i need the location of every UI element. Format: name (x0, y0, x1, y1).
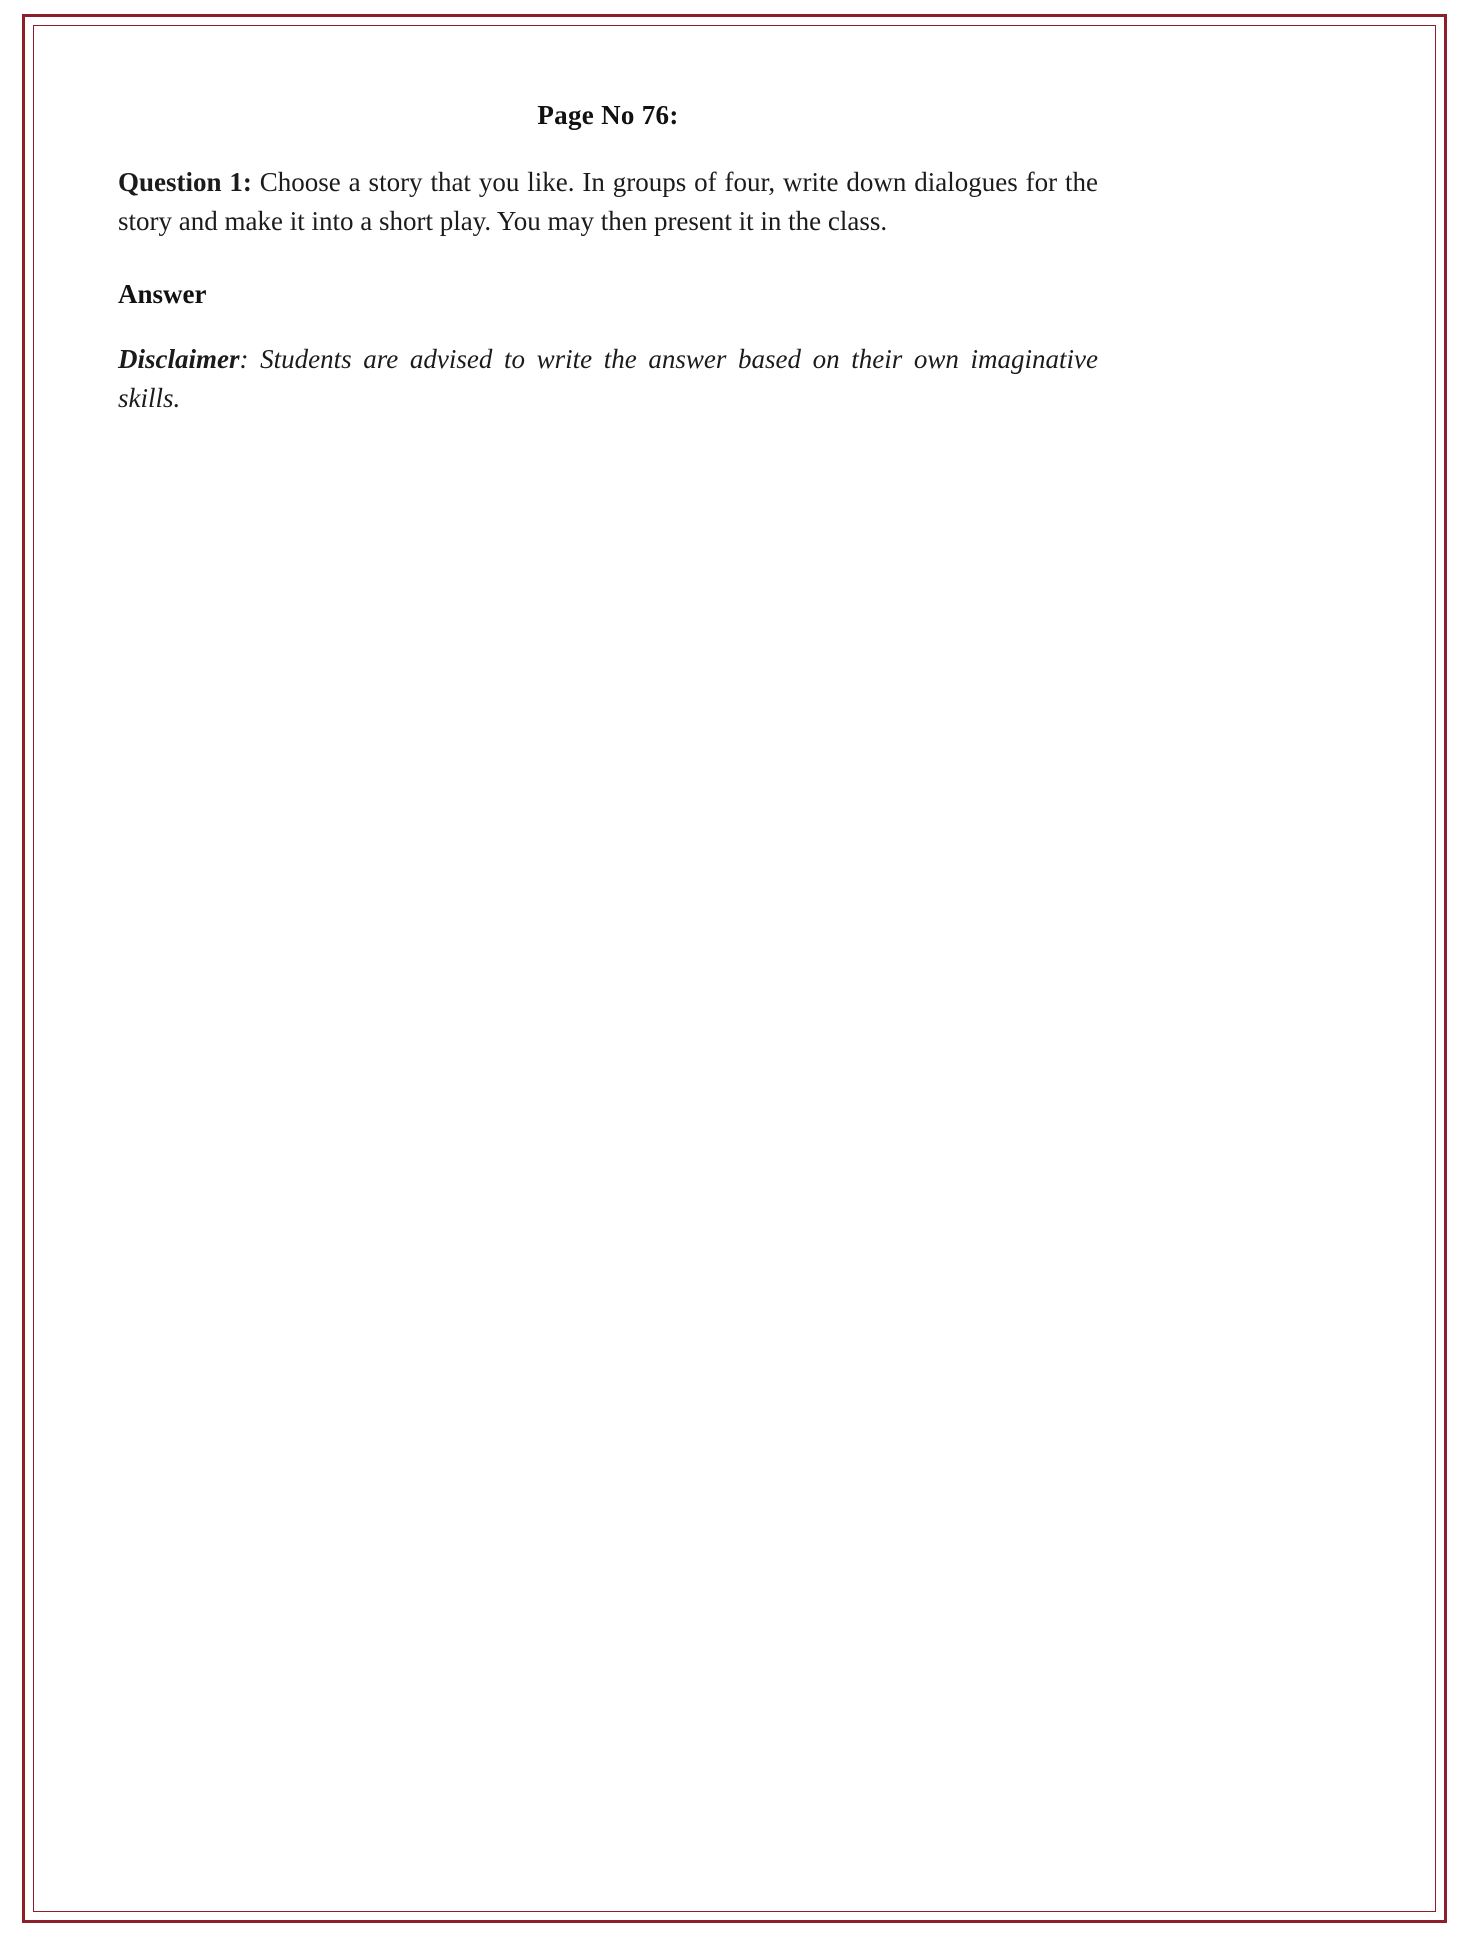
question-label: Question 1: (118, 167, 252, 197)
answer-heading: Answer (118, 279, 207, 310)
page-content (118, 100, 1098, 419)
question-paragraph (118, 163, 1098, 241)
question-text: Choose a story that you like. In groups of four, write down dialogues for the story and make it into a short play. You may then present it in the class. (118, 167, 1098, 237)
disclaimer-paragraph (118, 340, 1098, 418)
disclaimer-label: Disclaimer (118, 344, 240, 375)
disclaimer-text: : Students are advised to write the answer based on their own imaginative skills. (118, 344, 1098, 414)
page-title: Page No 76: (537, 100, 679, 130)
